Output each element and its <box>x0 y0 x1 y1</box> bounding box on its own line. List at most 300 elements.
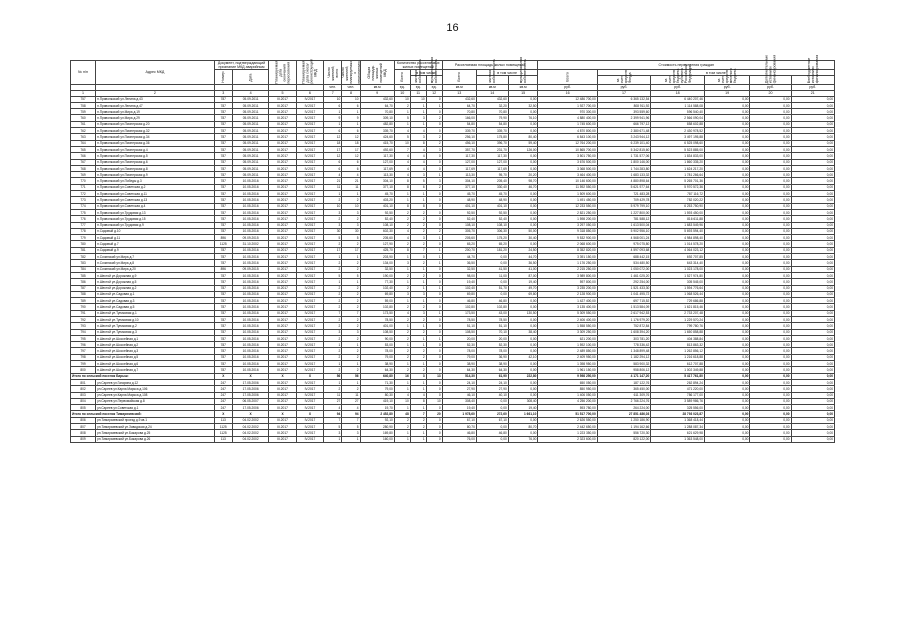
table-cell: 787 <box>214 222 232 228</box>
table-cell: 12 <box>342 134 360 140</box>
table-cell: 4 <box>342 172 360 178</box>
table-cell: 787 <box>214 329 232 335</box>
table-cell: 0 <box>426 316 442 322</box>
table-cell: 2 <box>342 298 360 304</box>
table-cell: 0,00 <box>508 209 538 215</box>
table-cell: 28 793 023,87 <box>651 411 705 417</box>
table-cell: 203,90 <box>360 254 394 260</box>
table-cell: 0,00 <box>750 298 791 304</box>
table-cell: 0,00 <box>750 247 791 253</box>
table-cell: IV.2017 <box>296 128 323 134</box>
table-cell: 2 <box>410 304 426 310</box>
table-cell: 0,00 <box>704 184 750 190</box>
table-cell: 52,40 <box>476 216 508 222</box>
table-cell: 2 <box>324 316 342 322</box>
table-cell: п.Приволжский ул.Трудовая д.13 <box>96 209 215 215</box>
table-cell: 787 <box>214 272 232 278</box>
table-cell: IV.2017 <box>296 272 323 278</box>
table-cell: 0,00 <box>750 260 791 266</box>
column-number: 1 <box>71 90 96 96</box>
table-cell: 8 <box>394 184 410 190</box>
table-cell: 0 <box>426 203 442 209</box>
table-cell: 0,00 <box>704 128 750 134</box>
header-area-total: Общая площадь жилых помещений МКД <box>360 61 394 85</box>
table-cell: 786 177,00 <box>651 392 705 398</box>
header-cost-total: Всего <box>538 70 597 85</box>
table-cell: 10.05.2016 <box>232 361 269 367</box>
table-cell: 0,00 <box>750 310 791 316</box>
table-cell: 13 <box>426 373 442 379</box>
table-cell: 256,10 <box>442 134 476 140</box>
table-cell: 61,90 <box>476 373 508 379</box>
table-cell: 0,00 <box>791 134 835 140</box>
table-cell: 492,60 <box>360 146 394 152</box>
table-cell: 763 <box>71 134 96 140</box>
table-cell: 813 863,32 <box>651 342 705 348</box>
table-cell: 1 650 858,88 <box>651 329 705 335</box>
table-cell: 0,00 <box>508 392 538 398</box>
table-cell: III.2017 <box>269 128 296 134</box>
table-cell: 0,00 <box>791 222 835 228</box>
table-cell: 41,50 <box>476 266 508 272</box>
table-cell: 2 <box>426 115 442 121</box>
header-count-total: Всего <box>394 70 410 85</box>
table-cell: 32,50 <box>442 266 476 272</box>
table-cell: 51,70 <box>476 285 508 291</box>
table-cell: 0,00 <box>704 335 750 341</box>
table-cell: X <box>296 373 323 379</box>
table-cell: 247 <box>214 392 232 398</box>
table-cell: 759 <box>71 109 96 115</box>
table-cell: 0,00 <box>508 96 538 102</box>
table-cell: 19,40 <box>442 405 476 411</box>
table-cell: 2 <box>324 260 342 266</box>
table-cell: 117,69 <box>360 165 394 171</box>
table-cell: 770 <box>71 178 96 184</box>
table-cell: 64,70 <box>442 102 476 108</box>
table-cell: 2 <box>324 348 342 354</box>
table-cell: III.2017 <box>269 323 296 329</box>
table-cell: 5 <box>342 424 360 430</box>
table-cell: 2 <box>394 102 410 108</box>
table-cell: 46,10 <box>442 392 476 398</box>
table-cell: 767 <box>71 159 96 165</box>
table-cell: 0,00 <box>704 121 750 127</box>
table-cell: 3 501 750,00 <box>538 153 597 159</box>
table-cell: 3 <box>324 329 342 335</box>
table-cell: 1 594 776,64 <box>651 285 705 291</box>
table-cell: 786 <box>71 279 96 285</box>
table-cell: 09.09.2015 <box>232 235 269 241</box>
table-cell: 8 <box>394 203 410 209</box>
table-cell: 365 450,00 <box>597 386 651 392</box>
table-cell: 775 <box>71 209 96 215</box>
header-count-group: Количество расселяемых жилых помещений <box>394 61 442 70</box>
table-cell: 0,00 <box>750 153 791 159</box>
table-cell: 3 <box>342 329 360 335</box>
table-cell: 19,70 <box>360 405 394 411</box>
table-cell: 175,80 <box>476 134 508 140</box>
table-cell: 0,00 <box>704 436 750 442</box>
table-cell: 05.09.2011 <box>232 146 269 152</box>
table-cell: 0,00 <box>508 335 538 341</box>
table-cell: 787 <box>214 102 232 108</box>
table-cell: 10 <box>342 96 360 102</box>
table-cell: 787 <box>214 178 232 184</box>
table-cell: 0,00 <box>750 165 791 171</box>
table-cell: 0,00 <box>750 436 791 442</box>
table-cell: 0,00 <box>704 392 750 398</box>
table-cell: 17.05.2006 <box>232 379 269 385</box>
table-cell: 70,80 <box>442 109 476 115</box>
table-cell: 0,00 <box>750 398 791 404</box>
table-cell: 0,00 <box>704 411 750 417</box>
table-cell: 79,00 <box>442 354 476 360</box>
table-cell: 0,00 <box>791 209 835 215</box>
table-cell: IV.2017 <box>296 323 323 329</box>
table-cell: 10 <box>394 140 410 146</box>
table-cell: 0,00 <box>791 216 835 222</box>
table-cell: 10.05.2016 <box>232 178 269 184</box>
table-cell: 0,00 <box>704 159 750 165</box>
table-cell: 697 715,52 <box>597 298 651 304</box>
table-cell: 2 566 090,04 <box>651 115 705 121</box>
table-cell: 0 <box>426 361 442 367</box>
table-cell: 10 <box>324 96 342 102</box>
table-cell: III.2017 <box>269 405 296 411</box>
table-cell: 0 <box>426 304 442 310</box>
table-cell: 190,00 <box>360 272 394 278</box>
table-cell: 787 <box>214 367 232 373</box>
table-cell: 787 <box>214 121 232 127</box>
table-cell: 7 <box>324 310 342 316</box>
table-cell: 8 <box>394 178 410 184</box>
table-cell: 1 <box>426 310 442 316</box>
unit-people: чел. <box>324 84 342 90</box>
table-cell: 0,00 <box>704 203 750 209</box>
table-cell: 05.09.2011 <box>232 121 269 127</box>
table-cell: 1 <box>410 197 426 203</box>
table-cell: 8 <box>394 247 410 253</box>
table-cell: 1 593 450,00 <box>651 209 705 215</box>
table-cell: 5 309 550,00 <box>538 310 597 316</box>
table-cell: 304,10 <box>360 178 394 184</box>
table-cell: 306,30 <box>476 228 508 234</box>
table-cell: 0,00 <box>476 279 508 285</box>
table-cell: 0 <box>426 354 442 360</box>
table-cell: 2 <box>342 266 360 272</box>
table-cell: 17.05.2006 <box>232 386 269 392</box>
table-cell: 792 <box>71 316 96 322</box>
table-cell: 425,70 <box>360 247 394 253</box>
table-cell: IV.2017 <box>296 191 323 197</box>
table-cell: 1 114 588,08 <box>651 102 705 108</box>
table-cell: X <box>214 373 232 379</box>
table-cell: 0 <box>426 216 442 222</box>
table-cell: 1 613 500,04 <box>597 222 651 228</box>
table-cell: 787 <box>71 285 96 291</box>
table-cell: 0,00 <box>508 153 538 159</box>
table-cell: 17.05.2006 <box>232 405 269 411</box>
table-cell: 04.02.2002 <box>232 417 269 423</box>
table-cell: 64,30 <box>476 367 508 373</box>
table-cell: 0 <box>426 405 442 411</box>
table-cell: 0,00 <box>704 430 750 436</box>
table-cell: 339,70 <box>360 128 394 134</box>
table-cell: 2 215 250,00 <box>538 266 597 272</box>
table-cell: 2 <box>342 386 360 392</box>
table-cell: 0,00 <box>704 216 750 222</box>
table-cell: 0 <box>426 291 442 297</box>
table-cell: 2 <box>394 304 410 310</box>
table-cell: 3 309 250,00 <box>538 329 597 335</box>
column-number: 7 <box>324 90 342 96</box>
table-cell: 377,10 <box>360 184 394 190</box>
table-cell: ул.Сареев ул.Первомайская д.8 <box>96 398 215 404</box>
table-cell: п.Приволжский ул.Советская д.2 <box>96 184 215 190</box>
table-cell: 1 427 400,00 <box>538 298 597 304</box>
table-cell: 48,90 <box>476 197 508 203</box>
table-cell: 169,80 <box>360 430 394 436</box>
table-cell: 330,40 <box>476 184 508 190</box>
table-cell: 801 <box>71 379 96 385</box>
table-cell: III.2017 <box>269 197 296 203</box>
table-cell: 200,70 <box>442 247 476 253</box>
table-cell: 108,10 <box>476 222 508 228</box>
table-cell: IV.2017 <box>296 134 323 140</box>
table-cell: ул.Сареев ул.Карла Маркса д.108 <box>96 392 215 398</box>
table-cell: 3 297 050,00 <box>538 222 597 228</box>
table-cell: 1 978,60 <box>442 411 476 417</box>
table-cell: 59,40 <box>508 140 538 146</box>
table-cell: 102,40 <box>442 285 476 291</box>
table-cell: 78,50 <box>476 316 508 322</box>
header-address: Адрес МКД <box>96 61 215 85</box>
table-cell: 12 <box>324 134 342 140</box>
table-cell: III.2017 <box>269 203 296 209</box>
table-cell: 5 <box>324 424 342 430</box>
column-number: 18 <box>651 90 705 96</box>
table-cell: 64,70 <box>360 102 394 108</box>
table-cell: 0,00 <box>508 222 538 228</box>
table-cell: 3 <box>394 291 410 297</box>
table-cell: 0 <box>426 298 442 304</box>
table-cell: Итого по сельский поселок Барыш: <box>71 373 215 379</box>
table-cell: 0,00 <box>704 209 750 215</box>
table-cell: 3 <box>410 115 426 121</box>
table-cell: 806 <box>71 417 96 423</box>
table-cell: п.Шестой ул.Садовая д.3 <box>96 298 215 304</box>
table-cell: 787 <box>214 247 232 253</box>
table-cell: 05.09.2011 <box>232 102 269 108</box>
table-cell: 2 <box>324 241 342 247</box>
table-cell: 0,00 <box>476 436 508 442</box>
table-cell: 71,30 <box>360 379 394 385</box>
table-cell: 10.05.2016 <box>232 291 269 297</box>
table-cell: п.Приволжский ул.Пионерская д.4 <box>96 146 215 152</box>
table-cell: 0,00 <box>791 411 835 417</box>
table-cell: 09.09.2015 <box>232 266 269 272</box>
table-cell: 0,00 <box>791 184 835 190</box>
table-cell: 36,50 <box>442 260 476 266</box>
table-cell: 49,70 <box>508 285 538 291</box>
table-cell: 1 050 072,00 <box>597 266 651 272</box>
table-cell: 78,50 <box>442 316 476 322</box>
table-cell: 0,00 <box>791 115 835 121</box>
table-cell: 1 176 250,00 <box>538 260 597 266</box>
table-cell: IV.2017 <box>296 436 323 442</box>
table-cell: 2 <box>324 291 342 297</box>
table-cell: 0,00 <box>704 379 750 385</box>
table-cell: 05.09.2011 <box>232 134 269 140</box>
table-cell: 0,00 <box>508 109 538 115</box>
table-cell: 3 <box>410 134 426 140</box>
table-cell: 0,00 <box>791 140 835 146</box>
table-cell: 787 <box>214 165 232 171</box>
table-cell: III.2017 <box>269 386 296 392</box>
table-cell: IV.2017 <box>296 392 323 398</box>
table-cell: 308,40 <box>508 398 538 404</box>
table-cell: 808 911,92 <box>597 102 651 108</box>
table-cell: 27,90 <box>442 386 476 392</box>
unit-rub: руб. <box>651 84 705 90</box>
table-cell: 787 <box>214 348 232 354</box>
table-cell: 0,00 <box>750 348 791 354</box>
table-cell: 3 <box>426 178 442 184</box>
table-cell: п.Шестой ул.Шоссейная д.2 <box>96 342 215 348</box>
table-cell: 2 409 950,00 <box>538 354 597 360</box>
table-cell: 0,00 <box>791 417 835 423</box>
table-cell: 92,10 <box>360 417 394 423</box>
table-cell: III.2017 <box>269 392 296 398</box>
table-cell: 787 <box>214 323 232 329</box>
table-cell: III.2017 <box>269 109 296 115</box>
table-cell: 10 146 600,00 <box>538 178 597 184</box>
table-cell: 20,00 <box>442 335 476 341</box>
table-cell: 0,00 <box>750 367 791 373</box>
table-cell: 1 <box>410 191 426 197</box>
table-cell: III.2017 <box>269 279 296 285</box>
unit-units: ед. <box>410 84 426 90</box>
table-cell: 1 <box>410 379 426 385</box>
table-cell: 0,00 <box>750 115 791 121</box>
table-cell: п.Приволжский ул.Ленина д.47 <box>96 102 215 108</box>
table-cell: 2 <box>324 367 342 373</box>
table-cell: 79,00 <box>360 386 394 392</box>
table-cell: 643 314,40 <box>651 260 705 266</box>
table-cell: 8 <box>410 398 426 404</box>
table-cell: 1 288 087,34 <box>651 424 705 430</box>
table-cell: IV.2017 <box>296 342 323 348</box>
table-cell: 2 <box>324 304 342 310</box>
table-cell: 339,70 <box>476 128 508 134</box>
table-cell: IV.2017 <box>296 140 323 146</box>
table-cell: 3 <box>410 235 426 241</box>
table-cell: 0,00 <box>750 96 791 102</box>
table-cell: 17 <box>324 146 342 152</box>
table-cell: IV.2017 <box>296 398 323 404</box>
table-cell: 0,00 <box>508 203 538 209</box>
table-cell: 64,30 <box>360 367 394 373</box>
header-area-municipal: муниципальная собственность <box>508 76 538 84</box>
table-cell: 4 <box>394 153 410 159</box>
table-cell: 0 <box>426 348 442 354</box>
table-cell: 0 <box>426 329 442 335</box>
table-cell: 205,60 <box>442 235 476 241</box>
table-cell: 4 880 400,00 <box>538 115 597 121</box>
table-cell: 0,00 <box>704 134 750 140</box>
table-cell: 2 <box>394 354 410 360</box>
table-cell: 0,00 <box>704 367 750 373</box>
table-cell: 175,20 <box>476 235 508 241</box>
table-cell: III.2017 <box>269 430 296 436</box>
unit-rub: руб. <box>597 84 651 90</box>
header-doc-date: Дата <box>232 70 269 85</box>
table-cell: 781 <box>71 247 96 253</box>
table-cell: 2 452,80 <box>360 411 394 417</box>
table-cell: 46,70 <box>508 184 538 190</box>
table-cell: 3 243 944,12 <box>597 134 651 140</box>
table-cell: 1 598 200,00 <box>538 216 597 222</box>
table-cell: 0,00 <box>508 128 538 134</box>
table-cell: 621 200,00 <box>538 335 597 341</box>
table-cell: 0,00 <box>704 316 750 322</box>
table-cell: 0,00 <box>750 342 791 348</box>
table-cell: III.2017 <box>269 222 296 228</box>
table-cell: IV.2017 <box>296 285 323 291</box>
table-cell: 2 766 224,76 <box>597 398 651 404</box>
column-number: 5 <box>269 90 296 96</box>
table-cell: 1 406 050,00 <box>538 392 597 398</box>
table-cell: III.2017 <box>269 134 296 140</box>
table-cell: 0,00 <box>791 348 835 354</box>
table-cell: 42,10 <box>508 354 538 360</box>
table-cell: 3 <box>410 373 426 379</box>
table-cell: 0,00 <box>750 291 791 297</box>
table-cell: 3 391 150,00 <box>538 254 597 260</box>
table-cell: 773 <box>71 197 96 203</box>
table-cell: 3 <box>426 146 442 152</box>
table-cell: 0,00 <box>476 398 508 404</box>
table-cell: IV.2017 <box>296 146 323 152</box>
table-cell: 52,40 <box>360 216 394 222</box>
table-cell: 0,00 <box>704 405 750 411</box>
table-cell: 95,70 <box>476 172 508 178</box>
table-cell: 309,10 <box>360 115 394 121</box>
table-cell: 05.09.2011 <box>232 140 269 146</box>
table-cell: п.Шестой ул.Тупиковая д.2 <box>96 323 215 329</box>
table-cell: 247 <box>214 405 232 411</box>
table-cell: III.2017 <box>269 153 296 159</box>
table-cell: 0,00 <box>476 405 508 411</box>
table-cell: III.2017 <box>269 361 296 367</box>
table-cell: 54,80 <box>442 121 476 127</box>
table-cell: 787 <box>214 153 232 159</box>
table-cell: 292 254,00 <box>597 279 651 285</box>
table-cell: 2 430 978,52 <box>651 128 705 134</box>
table-cell: 304,10 <box>442 178 476 184</box>
table-cell: 38,40 <box>508 329 538 335</box>
table-cell: 10.05.2016 <box>232 279 269 285</box>
table-cell: 1 <box>426 335 442 341</box>
table-cell: 4 256 200,00 <box>538 398 597 404</box>
table-cell: 1 262 856,12 <box>651 348 705 354</box>
table-cell: 117,30 <box>442 153 476 159</box>
table-cell: 0,00 <box>791 323 835 329</box>
header-area-group: Расселяемая площадь жилых помещений <box>442 61 538 70</box>
table-cell: 0,00 <box>791 266 835 272</box>
table-cell: 10.05.2016 <box>232 304 269 310</box>
